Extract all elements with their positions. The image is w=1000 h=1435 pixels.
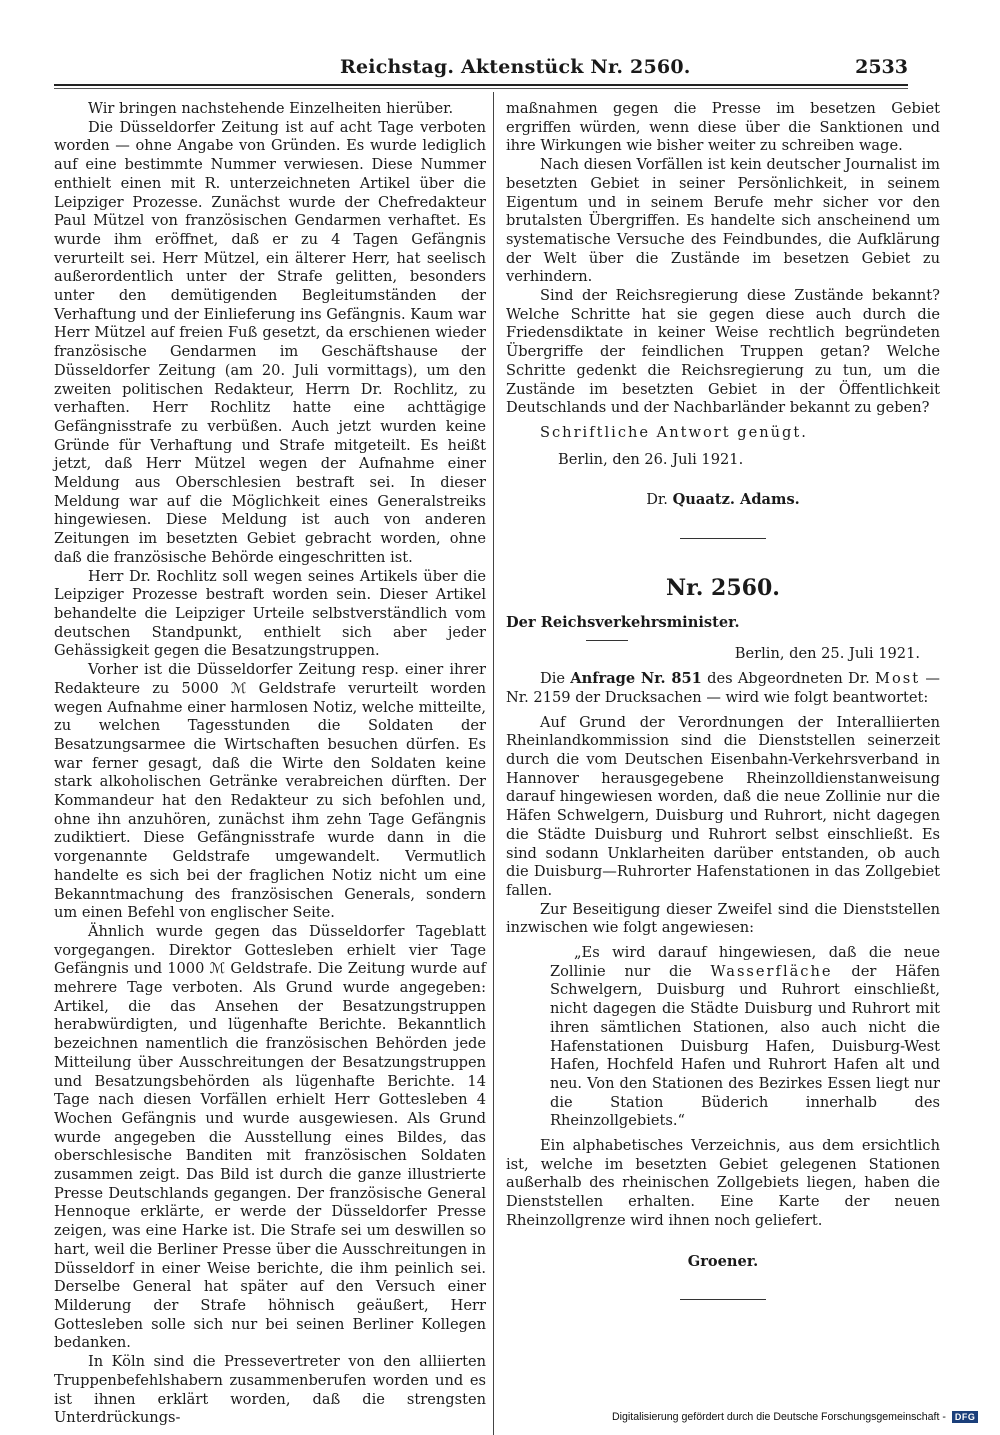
place-date: Berlin, den 25. Juli 1921. <box>734 645 920 663</box>
closing-rule <box>680 1299 766 1300</box>
paragraph: Die Düsseldorfer Zeitung ist auf acht Tage verboten worden — ohne Angabe von Gründen. Es wurde lediglich auf eine bestimmte Nummer verwiesen. Diese Nummer enthielt einen mit R. unterzeichneten Artikel über die Leipziger Prozesse. Zunächst wurde der Chefredakteur Paul Mützel von französischen Gendarmen verhaftet. Es wurde ihm eröffnet, daß er zu 4 Tagen Gefängnis verurteilt sei. Herr Mützel, ein älterer Herr, hat seelisch außerordentlich unter der Strafe gelitten, besonders unter den demütigenden Begleitumständen der Verhaftung und der Einlieferung ins Gefängnis. Kaum war Herr Mützel auf freien Fuß gesetzt, da erschienen wieder französische Gendarmen im Geschäftshause der Düsseldorfer Zeitung (am 20. Juli vormittags), um den zweiten politischen Redakteur, Herrn Dr. Rochlitz, zu verhaften. Herr Rochlitz hatte eine achttägige Gefängnisstrafe zu verbüßen. Auch jetzt wurden keine Gründe für Verhaftung und Strafe mitgeteilt. Es heißt jetzt, daß Herr Mützel wegen der Aufnahme einer Meldung aus Oberschlesien bestraft sei. In dieser Meldung war auf die Möglichkeit eines Generalstreiks hingewiesen. Diese Meldung ist auch von anderen Zeitungen im besetzten Gebiet gebracht worden, ohne daß die französische Behörde eingeschritten ist. <box>54 118 486 566</box>
section-rule <box>680 538 766 539</box>
dfg-logo-icon: DFG <box>952 1411 979 1423</box>
sender: Der Reichsverkehrsminister. <box>506 613 740 631</box>
text: Die <box>540 670 566 688</box>
credit-text: Digitalisierung gefördert durch die Deutsche Forschungsgemeinschaft - <box>612 1411 946 1423</box>
page-header <box>54 56 908 82</box>
paragraph: Vorher ist die Düsseldorfer Zeitung resp. einer ihrer Redakteure zu 5000 ℳ Geldstrafe verurteilt worden wegen Aufnahme einer harmlosen Notiz, welche mitteilte, zu welchen Tagesstunden die Soldaten der Besatzungsarmee die Wirtschaften besuchen dürfen. Es war ferner gesagt, daß die Wirte den Soldaten keine stark alkoholischen Getränke verabreichen dürften. Der Kommandeur hat den Redakteur zu sich befohlen und, ohne ihn anzuhören, zunächst ihm zehn Tage Gefängnis zudiktiert. Diese Gefängnisstrafe wurde dann in die vorgenannte Geldstrafe umgewandelt. Vermutlich handelte es sich bei der fraglichen Notiz nicht um eine Bekanntmachung des französischen Generals, sondern um einen Befehl von englischer Seite. <box>54 661 486 922</box>
paragraph: Ein alphabetisches Verzeichnis, aus dem ersichtlich ist, welche im besetzten Gebiet gelegenen Stationen außerhalb des rheinischen Zollgebiets liegen, haben die Dienststellen erhalten. Eine Karte der neuen Rheinzollgrenze wird ihnen noch geliefert. <box>506 1137 940 1229</box>
sender-rule <box>586 640 628 641</box>
right-column <box>506 100 940 1300</box>
paragraph: Ähnlich wurde gegen das Düsseldorfer Tageblatt vorgegangen. Direktor Gottesleben erhielt vier Tage Gefängnis und 1000 ℳ Geldstrafe. Die Zeitung wurde auf mehrere Tage verboten. Als Grund wurde angegeben: Artikel, die das Ansehen der Besatzungstruppen herabwürdigten, und lügenhafte Berichte. Bekanntlich bezeichnen namentlich die französischen Behörden jede Mitteilung über Ausschreitungen der Besatzungstruppen und Besatzungsbehörden als lügenhafte Berichte. 14 Tage nach diesen Vorfällen erhielt Herr Gottesleben 4 Wochen Gefängnis und wurde ausgewiesen. Als Grund wurde angegeben die Ausstellung eines Bildes, das oberschlesische Banditen mit französischen Soldaten zusammen zeigt. Das Bild ist durch die ganze illustrierte Presse Deutschlands gegangen. Der französische General Hennoque erklärte, er werde der Düsseldorfer Presse zeigen, was eine Harke ist. Die Strafe sei um deswillen so hart, weil die Berliner Presse über die Ausschreitungen in Düsseldorf in einer Weise berichte, die ihm peinlich sei. Derselbe General hat später auf den Versuch einer Milderung der Strafe höhnisch geäußert, Herr Gottesleben solle sich nur bei seinen Berliner Kollegen bedanken. <box>54 922 486 1352</box>
signature: Groener. <box>687 1252 759 1270</box>
paragraph-continuation: maßnahmen gegen die Presse im besetzen Gebiet ergriffen würden, wenn diese über die Sanktionen und ihre Wirkungen wie bisher weiter zu schreiben wage. <box>506 100 940 155</box>
signature-names: Quaatz. Adams. <box>672 491 800 509</box>
text: — Nr. 2159 der Drucksachen — wird wie folgt beantwortet: <box>506 670 940 706</box>
document-number: Nr. 2560. <box>666 575 780 602</box>
paragraph: Nach diesen Vorfällen ist kein deutscher Journalist im besetzten Gebiet in seiner Persönlichkeit, in seinem Eigentum und in seinem Berufe mehr sicher vor den brutalsten Übergriffen. Es handelte sich anscheinend um systematische Versuche des Feindbundes, die Aufklärung der Welt über die Zustände im besetzen Gebiet zu verhindern. <box>506 156 940 286</box>
page-number: 2533 <box>855 56 908 78</box>
running-title: Reichstag. Aktenstück Nr. 2560. <box>340 56 691 78</box>
inquiry-reference: Anfrage Nr. 851 <box>570 670 702 688</box>
paragraph: Herr Dr. Rochlitz soll wegen seines Artikels über die Leipziger Prozesse bestraft worden sein. Dieser Artikel behandelte die Leipziger Urteile selbstverständlich vom deutschen Standpunkt, enthielt sich aber jeder Gehässigkeit gegen die Besatzungstruppen. <box>54 567 486 660</box>
paragraph: Zur Beseitigung dieser Zweifel sind die Dienststellen inzwischen wie folgt angewiesen: <box>506 900 940 937</box>
header-rule-thin <box>54 88 908 89</box>
quote-text <box>550 944 940 1131</box>
instruction-quote <box>506 944 940 1131</box>
signature-prefix: Dr. <box>646 491 668 509</box>
deputy-name: Most <box>875 670 921 688</box>
column-divider <box>493 92 494 1435</box>
text: „Es wird darauf hingewiesen, daß die neue Zollinie nur die <box>550 944 940 980</box>
paragraph: In Köln sind die Pressevertreter von den alliierten Truppenbefehlshabern zusammenberufen worden und es ist ihnen erklärt worden, daß die strengsten Unterdrückungs- <box>54 1353 486 1427</box>
digitization-credit <box>612 1411 978 1423</box>
left-column <box>54 100 486 1428</box>
answer-intro <box>506 670 940 707</box>
written-answer-note: Schriftliche Antwort genügt. <box>540 423 808 441</box>
emphasis: Wasserfläche <box>710 962 833 980</box>
text: der Häfen Schwelgern, Duisburg und Ruhrort einschließt, nicht dagegen die Städte Duisburg und Ruhrort mit ihren sämtlichen Stationen, also auch nicht die Hafenstationen Duisburg Hafen, Duisburg-West Hafen, Hochfeld Hafen und Ruhrort Hafen alt und neu. Von den Stationen des Bezirkes Essen liegt nur die Station Büderich innerhalb des Rheinzollgebiets.“ <box>550 962 940 1130</box>
header-rule <box>54 84 908 86</box>
signature-block <box>506 491 940 510</box>
text: des Abgeordneten Dr. <box>707 670 870 688</box>
paragraph: Wir bringen nachstehende Einzelheiten hierüber. <box>88 100 454 117</box>
paragraph: Sind der Reichsregierung diese Zustände bekannt? Welche Schritte hat sie gegen diese auch durch die Friedensdiktate in keiner Weise rechtlich begründeten Übergriffe der feindlichen Truppen getan? Welche Schritte gedenkt die Reichsregierung zu tun, um die Zustände im besetzten Gebiet in der Öffentlichkeit Deutschlands und der Nachbarländer bekannt zu geben? <box>506 287 940 417</box>
paragraph: Auf Grund der Verordnungen der Interalliierten Rheinlandkommission sind die Dienststellen seinerzeit durch die vom Deutschen Eisenbahn-Verkehrsverband in Hannover herausgegebene Rheinzolldienstanweisung darauf hingewiesen worden, daß die neue Zollinie nur die Häfen Schwelgern, Duisburg und Ruhrort, nicht dagegen die Städte Duisburg und Ruhrort selbst einschließt. Es sind sodann Unklarheiten darüber entstanden, ob auch die Duisburg—Ruhrorter Hafenstationen in das Zollgebiet fallen. <box>506 713 940 899</box>
place-date: Berlin, den 26. Juli 1921. <box>558 450 744 468</box>
